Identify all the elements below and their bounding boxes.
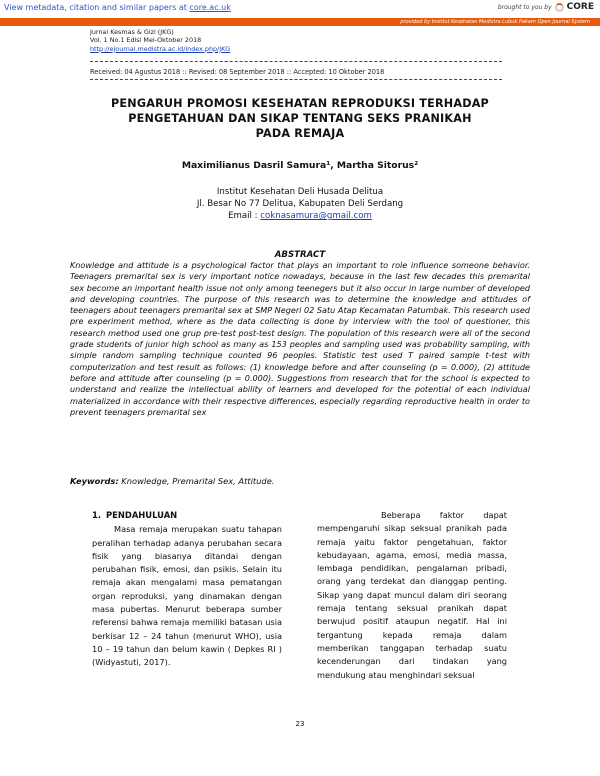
divider-top — [90, 61, 502, 62]
section-heading — [92, 509, 282, 522]
keywords-text: Knowledge, Premarital Sex, Attitude. — [118, 476, 275, 486]
brought-by-text: brought to you by — [497, 3, 552, 11]
core-brand[interactable] — [498, 2, 594, 12]
abstract-heading: ABSTRACT — [274, 250, 326, 260]
title-line: PENGARUH PROMOSI KESEHATAN REPRODUKSI TERHADAP — [111, 97, 489, 110]
keywords-label: Keywords: — [70, 476, 119, 486]
core-link-text: View metadata, citation and similar papers at — [4, 3, 190, 12]
provided-by-text[interactable]: provided by Institut Kesehatan Medistra Lubuk Pakam Open Journal System — [400, 19, 590, 25]
paper-title — [70, 96, 530, 141]
journal-url[interactable]: http://ejournal.medistra.ac.id/index.php/JKG — [90, 44, 231, 53]
email-link[interactable]: coknasamura@gmail.com — [260, 211, 372, 221]
section-number: 1. — [92, 510, 102, 520]
provided-by-bar — [0, 18, 600, 26]
core-logo-text: CORE — [566, 2, 594, 12]
abstract-text: Knowledge and attitude is a psychological factor that plays an important to role influence someone behavior. Teenagers premarital sex is very important notice nowadays, because in the last few decades this premarital sex become an important health issue not only among teenegers but it also occur in large number of developed and developing countries. The purpose of this research was to determine the knowledge and attitudes of teenagers about teenagers premarital sex at SMP Negeri 02 Satu Atap Kecamatan Patumbak. This research used pre experiment method, where as the data collecting is done by interview with the tool of questioner, this research method used one grup pre-test post-test design. The population of this research were all of the second grade students of junior high school as many as 153 peoples and sampling used was probability sampling, with simple random sampling technique counted 96 peoples. Statistic test used T paired sample t-test with computerization and test result as follows: (1) knowledge before and after counseling (p = 0.000), (2) attitude before and attitude after counseling (p = 0.000). Suggestions from research that for the school is expected to understand and realize the intellectual ability of learners and developed for the potential of each individual materialized in accordance with their respective differences, especially regarding reproductive health in order to prevent teenagers premarital sex — [70, 260, 530, 417]
column-left — [92, 509, 282, 670]
divider-bottom — [90, 79, 502, 80]
column-right — [317, 509, 507, 682]
core-link-url[interactable]: core.ac.uk — [189, 3, 231, 12]
keywords — [70, 476, 530, 486]
affiliation — [70, 186, 530, 222]
affiliation-address: Jl. Besar No 77 Delitua, Kabupaten Deli Serdang — [196, 199, 404, 209]
affiliation-institution: Institut Kesehatan Deli Husada Delitua — [216, 187, 384, 197]
journal-name: Jurnal Kesmas & Gizi (JKG) — [90, 28, 174, 36]
core-logo-icon — [555, 3, 564, 12]
authors: Maximilianus Dasril Samura¹, Martha Sitorus² — [181, 160, 419, 171]
section-title: PENDAHULUAN — [106, 510, 178, 520]
journal-info — [90, 28, 230, 53]
page-number: 23 — [295, 720, 305, 728]
journal-volume: Vol. 1 No.1 Edisi Mei-Oktober 2018 — [90, 36, 202, 45]
core-metadata-link[interactable] — [4, 3, 231, 12]
affiliation-email-row — [70, 210, 530, 222]
body-paragraph: Beberapa faktor dapat mempengaruhi sikap seksual pranikah pada remaja yaitu faktor pengetahuan, faktor kebudayaan, agama, emosi, media massa, lembaga pendidikan, pengalaman pribadi, orang yang terdekat dan dianggap penting. Sikap yang dapat muncul dalam diri seorang remaja tentang seksual pranikah dapat berwujud positif ataupun negatif. Hal ini tergantung kepada remaja dalam memberikan tanggapan terhadap suatu kecenderungan dari tindakan yang mendukung atau menghindari seksual — [317, 510, 507, 680]
title-line: PENGETAHUAN DAN SIKAP TENTANG SEKS PRANIKAH — [128, 112, 472, 125]
title-line: PADA REMAJA — [255, 127, 345, 140]
received-dates: Received: 04 Agustus 2018 :: Revised: 08 September 2018 :: Accepted: 10 Oktober 2018 — [90, 68, 385, 76]
email-label: Email : — [228, 211, 261, 221]
core-banner — [0, 0, 600, 18]
body-paragraph: Masa remaja merupakan suatu tahapan peralihan terhadap adanya perubahan secara fisik yang biasanya ditandai dengan perubahan fisik, emosi, dan psikis. Selain itu remaja akan mengalami masa pematangan organ reproduksi, yang dinamakan dengan masa pubertas. Menurut beberapa sumber referensi bahwa remaja memiliki batasan usia berkisar 12 – 24 tahun (menurut WHO), usia 10 – 19 tahun dan belum kawin ( Depkes RI ) (Widyastuti, 2017). — [92, 524, 282, 668]
